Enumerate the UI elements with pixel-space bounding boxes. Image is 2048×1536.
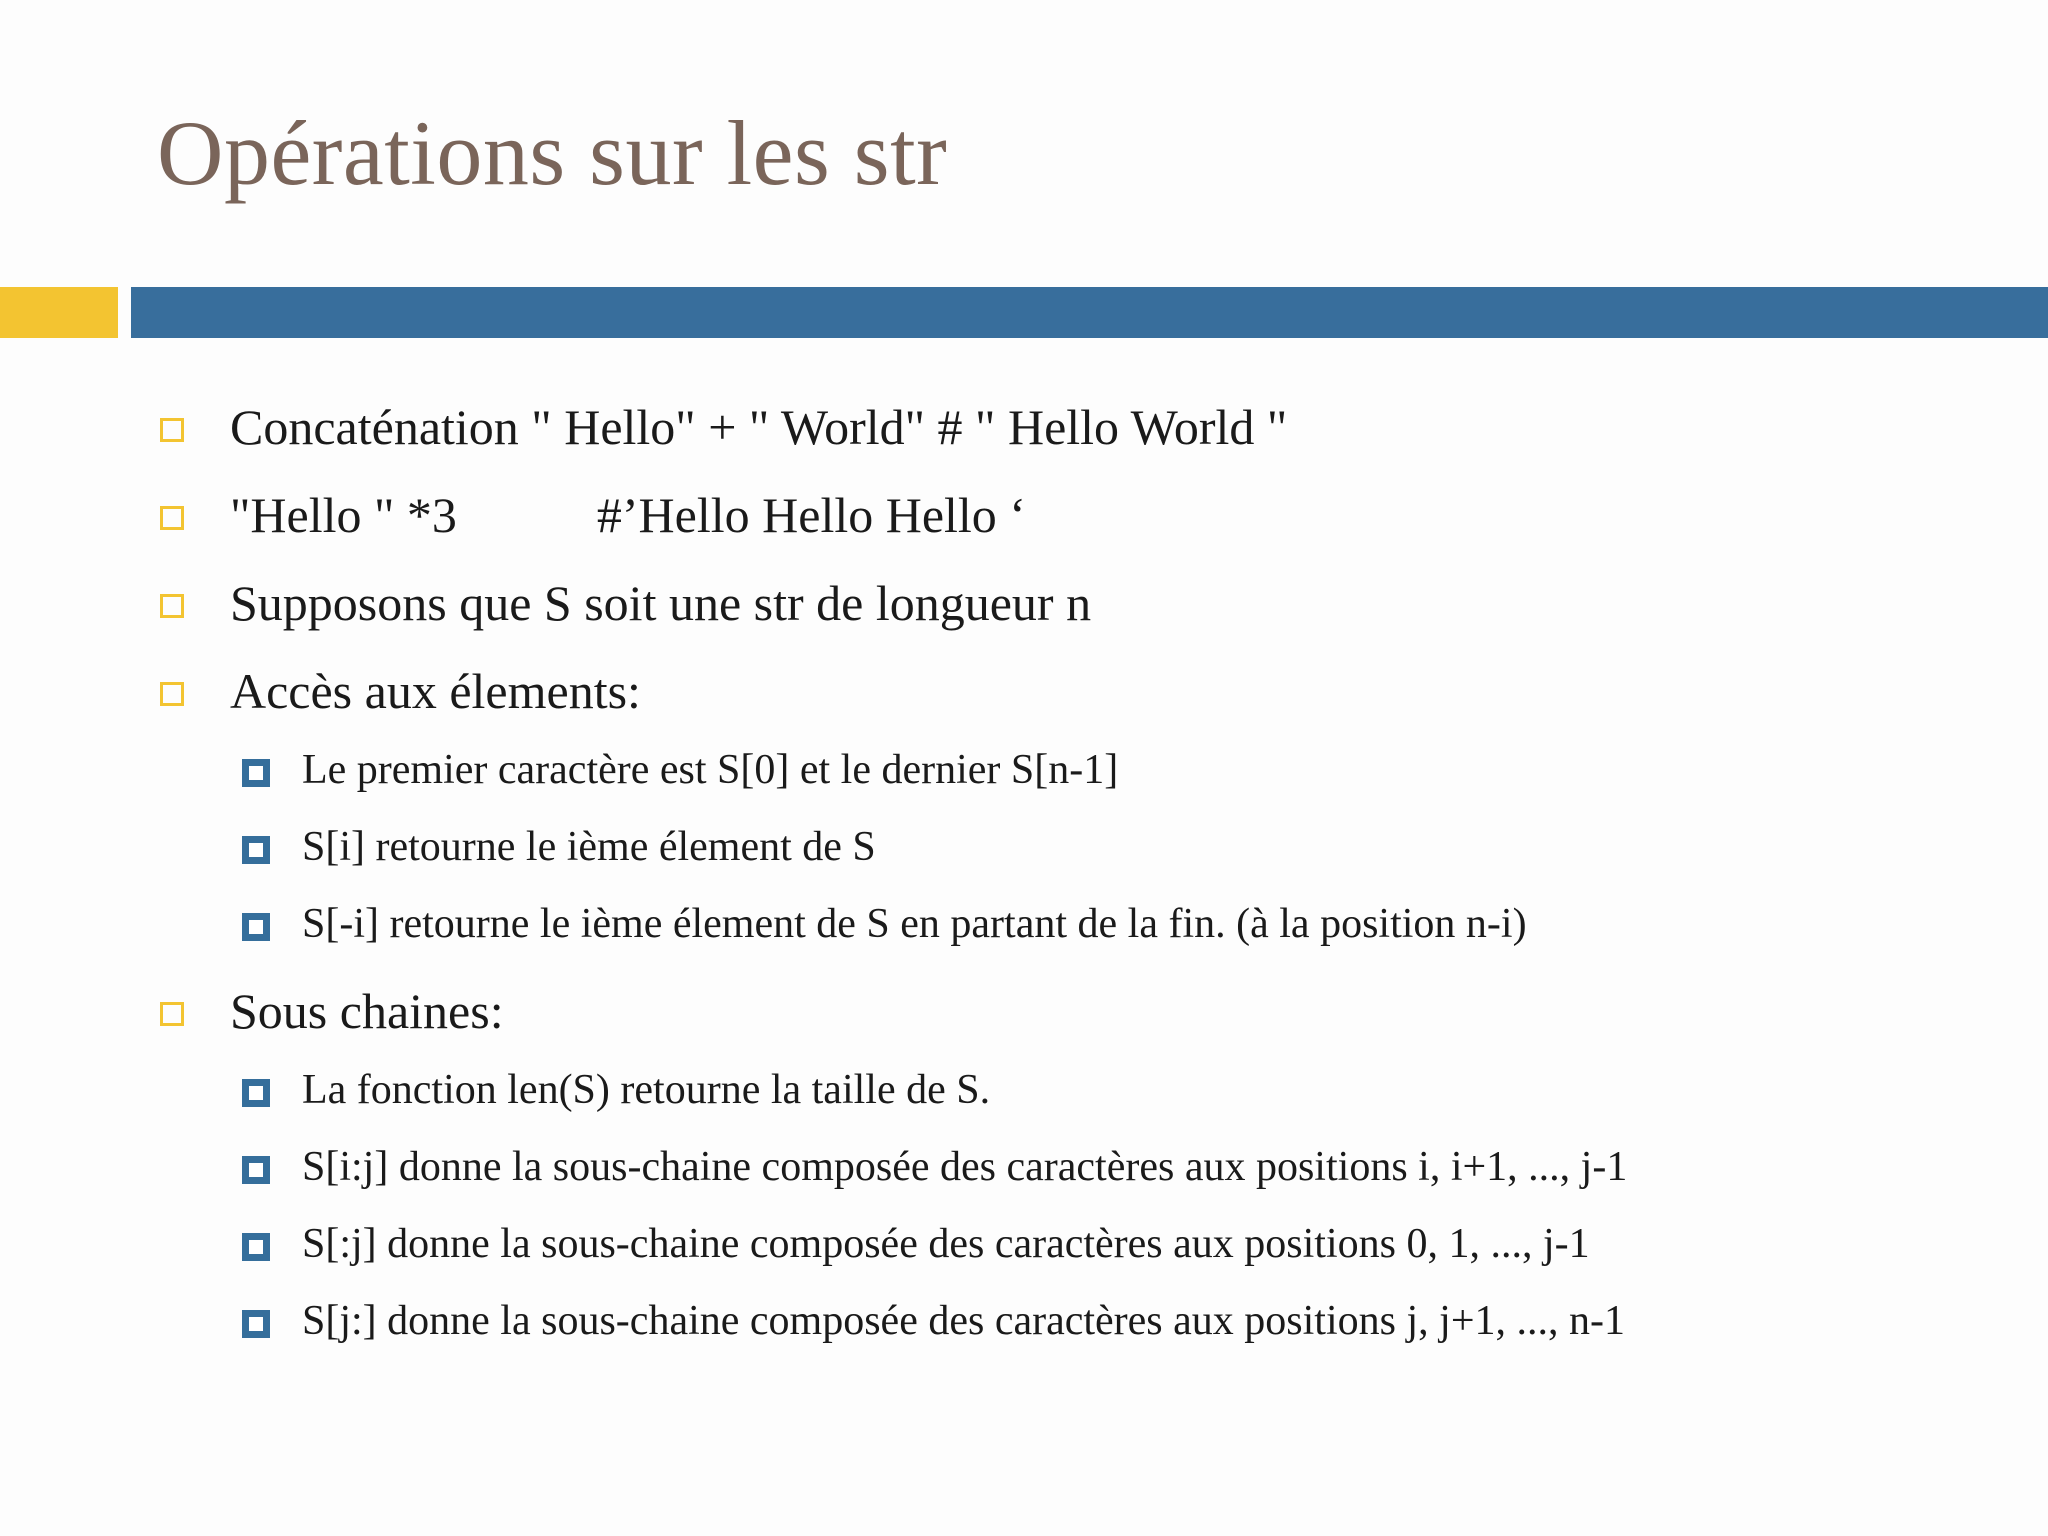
code-expression: "Hello " *3	[230, 487, 457, 543]
slide-title: Opérations sur les str	[157, 102, 948, 204]
filled-square-bullet-icon	[242, 1156, 270, 1184]
sub-list-item-text: S[i:j] donne la sous-chaine composée des caractères aux positions i, i+1, ..., j-1	[302, 1144, 1628, 1190]
square-bullet-icon	[160, 506, 184, 530]
sub-list-item-text: S[i] retourne le ième élement de S	[302, 824, 876, 870]
square-bullet-icon	[160, 594, 184, 618]
list-item-text: Supposons que S soit une str de longueur n	[230, 575, 1092, 631]
square-bullet-icon	[160, 1002, 184, 1026]
code-comment: #’Hello Hello Hello ‘	[596, 487, 1026, 543]
filled-square-bullet-icon	[242, 836, 270, 864]
filled-square-bullet-icon	[242, 1079, 270, 1107]
filled-square-bullet-icon	[242, 1233, 270, 1261]
sub-list-item-text: Le premier caractère est S[0] et le dernier S[n-1]	[302, 747, 1119, 793]
square-bullet-icon	[160, 418, 184, 442]
list-item-text	[230, 486, 1026, 544]
list-item-text: Concaténation " Hello" + " World" # " Hello World "	[230, 399, 1288, 455]
list-item-text: Accès aux élements:	[230, 663, 641, 719]
list-item-text: Sous chaines:	[230, 983, 504, 1039]
sub-list-item-text: S[j:] donne la sous-chaine composée des caractères aux positions j, j+1, ..., n-1	[302, 1298, 1625, 1344]
sub-list-item-text: S[-i] retourne le ième élement de S en partant de la fin. (à la position n-i)	[302, 901, 1527, 947]
filled-square-bullet-icon	[242, 1310, 270, 1338]
filled-square-bullet-icon	[242, 913, 270, 941]
square-bullet-icon	[160, 682, 184, 706]
filled-square-bullet-icon	[242, 759, 270, 787]
sub-list-item-text: S[:j] donne la sous-chaine composée des caractères aux positions 0, 1, ..., j-1	[302, 1221, 1590, 1267]
sub-list-item-text: La fonction len(S) retourne la taille de S.	[302, 1067, 991, 1113]
